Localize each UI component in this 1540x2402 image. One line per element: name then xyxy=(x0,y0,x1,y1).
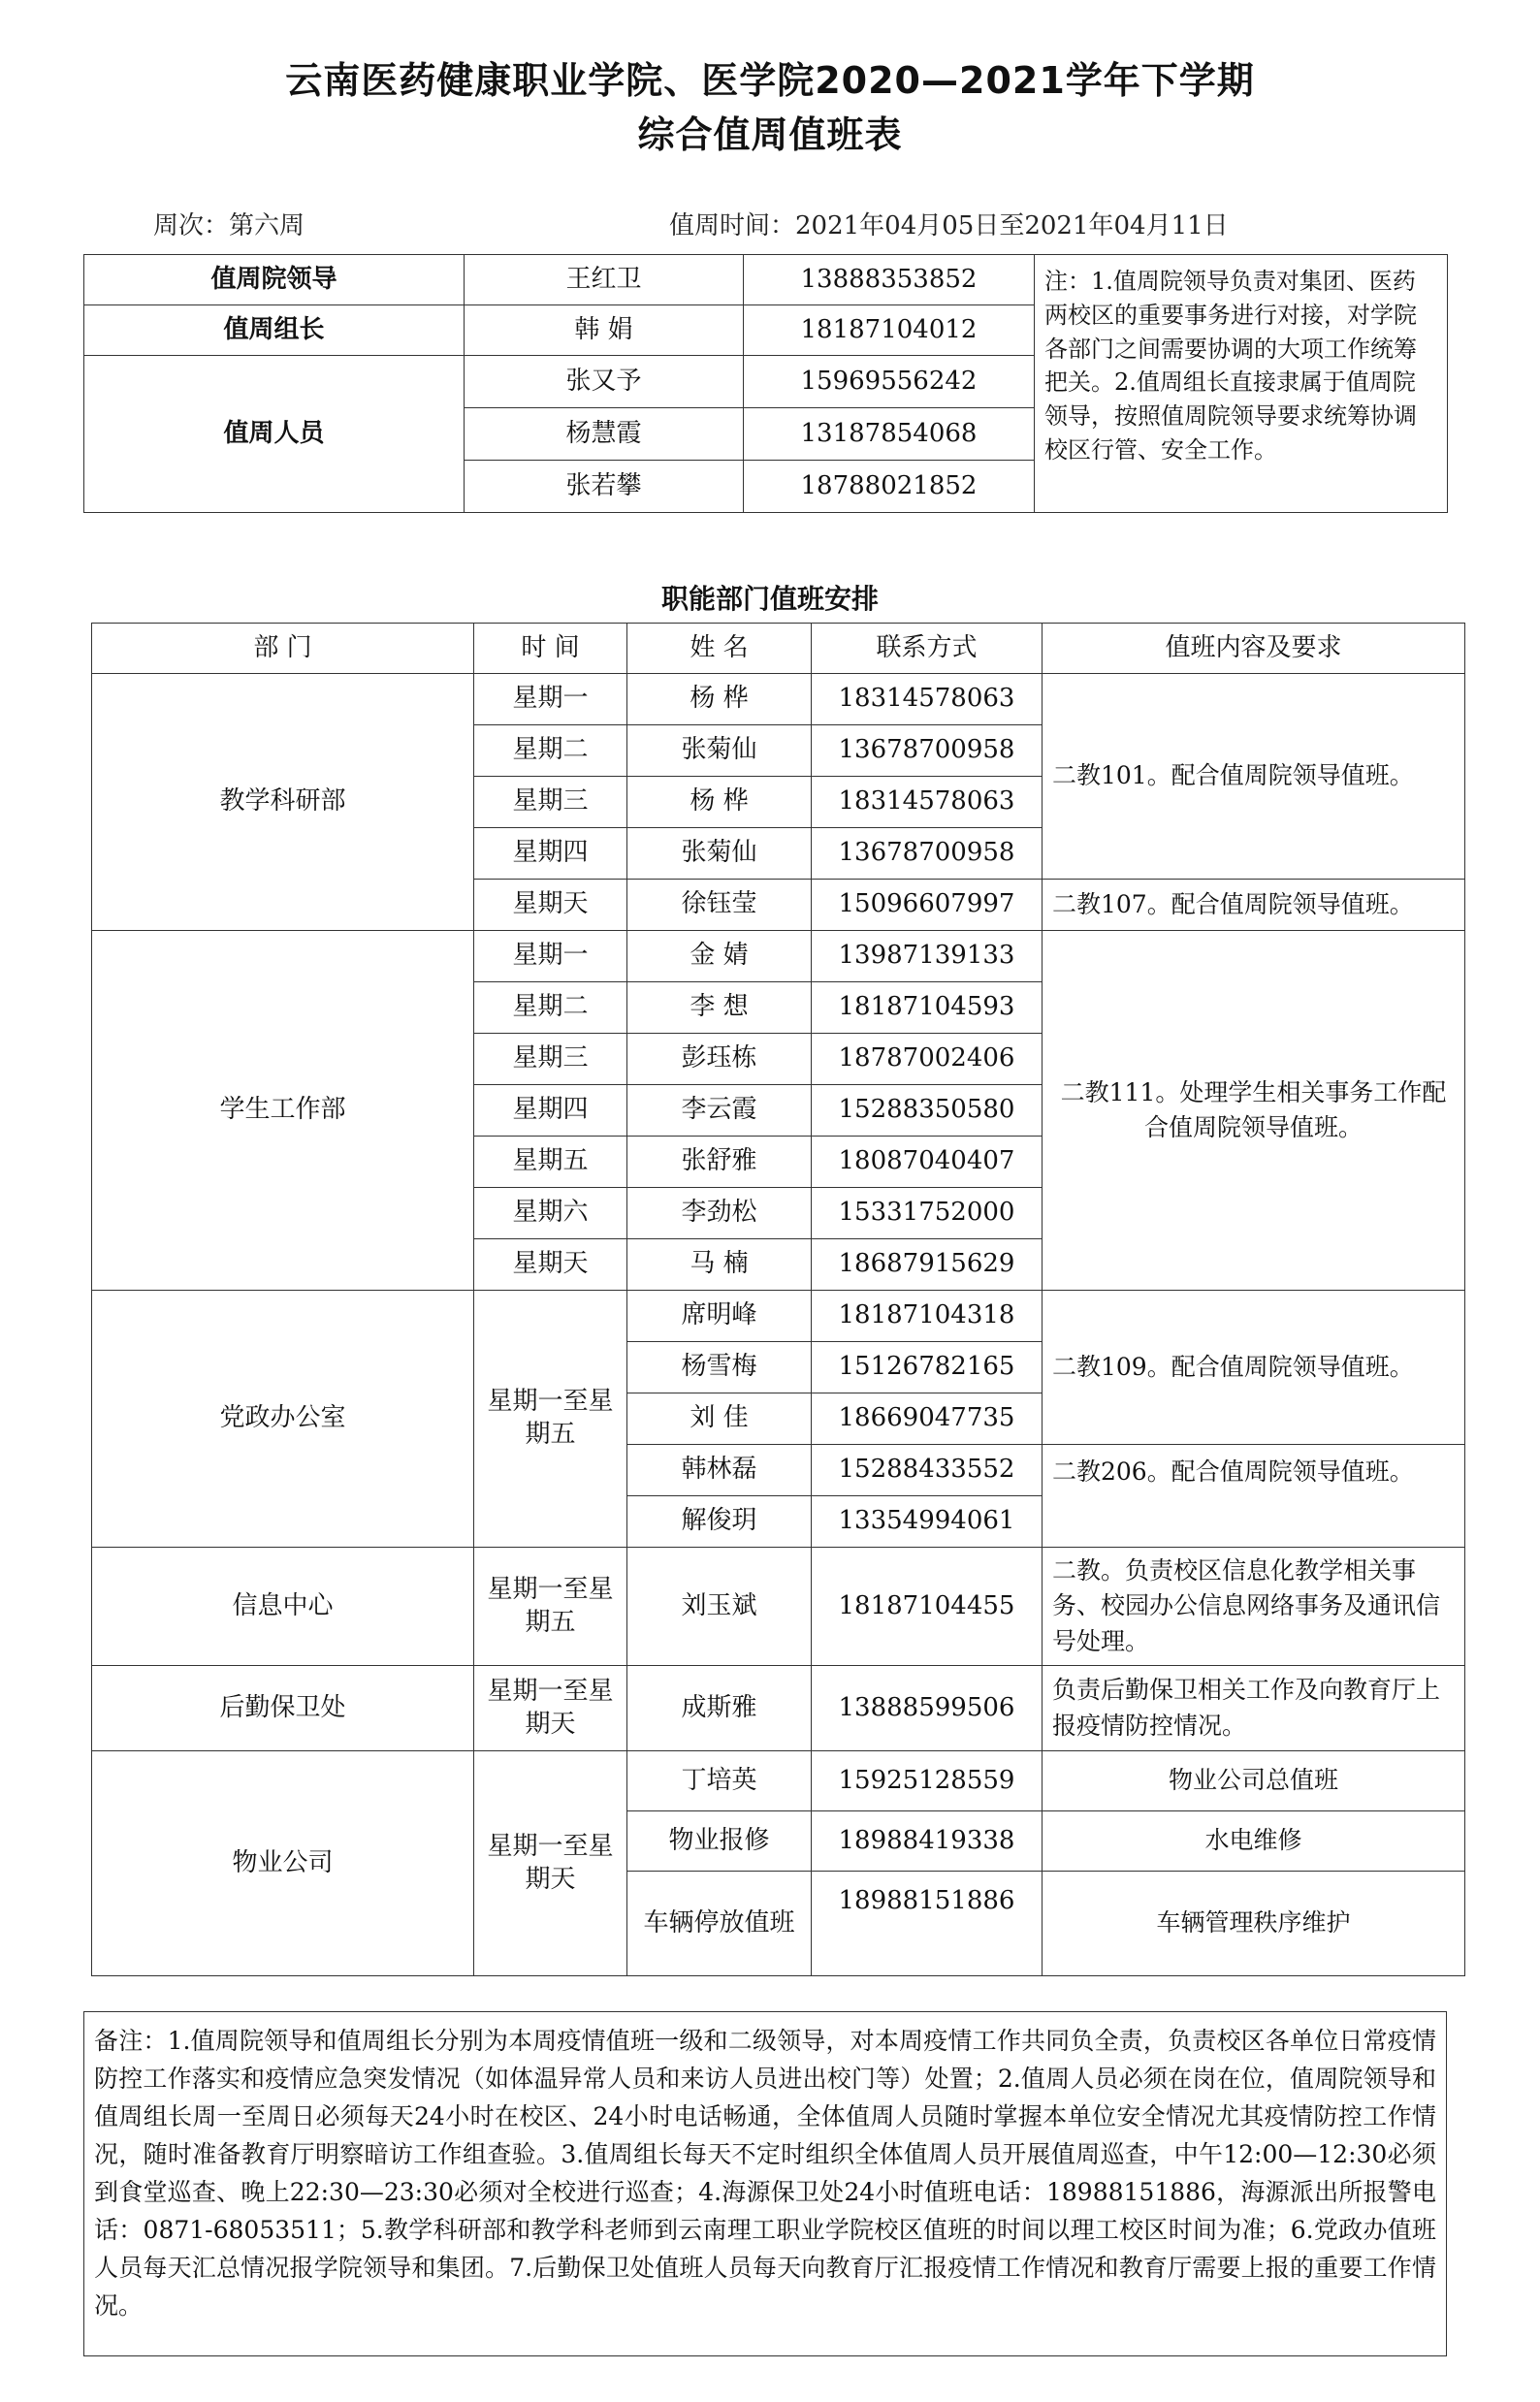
name-cell: 物业报修 xyxy=(627,1811,812,1872)
dept-cell: 后勤保卫处 xyxy=(92,1666,474,1751)
name-cell: 李 想 xyxy=(627,982,812,1034)
name-cell: 车辆停放值班 xyxy=(627,1872,812,1976)
day-cell: 星期三 xyxy=(474,1034,627,1085)
phone-cell: 18187104318 xyxy=(812,1291,1043,1342)
day-cell: 星期三 xyxy=(474,777,627,828)
phone-cell: 18669047735 xyxy=(812,1393,1043,1445)
phone-cell: 15331752000 xyxy=(812,1188,1043,1239)
phone-cell: 18988419338 xyxy=(812,1811,1043,1872)
name-cell: 杨雪梅 xyxy=(627,1342,812,1393)
phone-cell: 13987139133 xyxy=(812,931,1043,982)
name-cell: 马 楠 xyxy=(627,1239,812,1291)
name-cell: 李云霞 xyxy=(627,1085,812,1137)
desc-cell: 二教206。配合值周院领导值班。 xyxy=(1043,1445,1465,1548)
header-contact: 联系方式 xyxy=(812,624,1043,674)
phone-cell: 18314578063 xyxy=(812,777,1043,828)
name-cell: 彭珏栋 xyxy=(627,1034,812,1085)
day-cell: 星期四 xyxy=(474,1085,627,1137)
phone-cell: 13678700958 xyxy=(812,828,1043,880)
phone-cell: 18187104593 xyxy=(812,982,1043,1034)
desc-cell: 车辆管理秩序维护 xyxy=(1043,1872,1465,1976)
header-name: 姓 名 xyxy=(627,624,812,674)
leader-phone: 13888353852 xyxy=(744,255,1035,305)
day-cell: 星期四 xyxy=(474,828,627,880)
name-cell: 张菊仙 xyxy=(627,725,812,777)
phone-cell: 15925128559 xyxy=(812,1751,1043,1811)
name-cell: 张菊仙 xyxy=(627,828,812,880)
name-cell: 丁培英 xyxy=(627,1751,812,1811)
staff-role: 值周人员 xyxy=(84,356,465,513)
document-title-line2: 综合值周值班表 xyxy=(637,113,903,156)
document-title-line1: 云南医药健康职业学院、医学院2020—2021学年下学期 xyxy=(285,59,1255,102)
day-range-cell: 星期一至星期五 xyxy=(474,1291,627,1548)
dept-cell: 物业公司 xyxy=(92,1751,474,1976)
day-range-cell: 星期一至星期五 xyxy=(474,1548,627,1666)
day-cell: 星期二 xyxy=(474,725,627,777)
name-cell: 杨 桦 xyxy=(627,777,812,828)
phone-cell: 13354994061 xyxy=(812,1496,1043,1548)
day-range-cell: 星期一至星期天 xyxy=(474,1666,627,1751)
desc-cell: 二教111。处理学生相关事务工作配合值周院领导值班。 xyxy=(1043,931,1465,1291)
period-label: 值周时间：2021年04月05日至2021年04月11日 xyxy=(669,211,1229,240)
phone-cell: 18314578063 xyxy=(812,674,1043,725)
leaders-note: 注：1.值周院领导负责对集团、医药两校区的重要事务进行对接，对学院各部门之间需要协调的大项工作统筹把关。2.值周组长直接隶属于值周院领导，按照值周院领导要求统筹协调校区行管、安全工作。 xyxy=(1035,255,1448,513)
phone-cell: 15126782165 xyxy=(812,1342,1043,1393)
dept-cell: 学生工作部 xyxy=(92,931,474,1291)
name-cell: 徐钰莹 xyxy=(627,880,812,931)
staff-phone: 15969556242 xyxy=(744,356,1035,408)
staff-phone: 18788021852 xyxy=(744,461,1035,513)
week-label: 周次：第六周 xyxy=(153,211,305,240)
name-cell: 韩林磊 xyxy=(627,1445,812,1496)
day-cell: 星期二 xyxy=(474,982,627,1034)
day-cell: 星期一 xyxy=(474,931,627,982)
staff-phone: 13187854068 xyxy=(744,408,1035,461)
remarks-block: 备注：1.值周院领导和值周组长分别为本周疫情值班一级和二级领导，对本周疫情工作共同负全责，负责校区各单位日常疫情防控工作落实和疫情应急突发情况（如体温异常人员和来访人员进出校门等）处置；2.值周人员必须在岗在位，值周院领导和值周组长周一至周日必须每天24小时在校区、24小时电话畅通，全体值周人员随时掌握本单位安全情况尤其疫情防控工作情况，随时准备教育厅明察暗访工作组查验。3.值周组长每天不定时组织全体值周人员开展值周巡查，中午12:00—12:30必须到食堂巡查、晚上22:30—23:30必须对全校进行巡查；4.海源保卫处24小时值班电话：18988151886，海源派出所报警电话：0871-68053511；5.教学科研部和教学科老师到云南理工职业学院校区值班的时间以理工校区时间为准；6.党政办值班人员每天汇总情况报学院领导和集团。7.后勤保卫处值班人员每天向教育厅汇报疫情工作情况和教育厅需要上报的重要工作情况。 xyxy=(83,2011,1447,2356)
header-dept: 部 门 xyxy=(92,624,474,674)
day-cell: 星期天 xyxy=(474,880,627,931)
desc-cell: 二教101。配合值周院领导值班。 xyxy=(1043,674,1465,880)
group-leader-phone: 18187104012 xyxy=(744,305,1035,356)
group-leader-role: 值周组长 xyxy=(84,305,465,356)
phone-cell: 18687915629 xyxy=(812,1239,1043,1291)
desc-cell: 负责后勤保卫相关工作及向教育厅上报疫情防控情况。 xyxy=(1043,1666,1465,1751)
desc-cell: 二教107。配合值周院领导值班。 xyxy=(1043,880,1465,931)
desc-cell: 二教109。配合值周院领导值班。 xyxy=(1043,1291,1465,1445)
name-cell: 李劲松 xyxy=(627,1188,812,1239)
name-cell: 刘 佳 xyxy=(627,1393,812,1445)
desc-cell: 水电维修 xyxy=(1043,1811,1465,1872)
leader-name: 王红卫 xyxy=(465,255,744,305)
name-cell: 张舒雅 xyxy=(627,1137,812,1188)
day-cell: 星期一 xyxy=(474,674,627,725)
name-cell: 解俊玥 xyxy=(627,1496,812,1548)
phone-cell: 18988151886 xyxy=(812,1872,1043,1976)
phone-cell: 15288433552 xyxy=(812,1445,1043,1496)
dept-cell: 党政办公室 xyxy=(92,1291,474,1548)
name-cell: 杨 桦 xyxy=(627,674,812,725)
name-cell: 刘玉斌 xyxy=(627,1548,812,1666)
day-range-cell: 星期一至星期天 xyxy=(474,1751,627,1976)
phone-cell: 18087040407 xyxy=(812,1137,1043,1188)
day-cell: 星期天 xyxy=(474,1239,627,1291)
section-title: 职能部门值班安排 xyxy=(660,583,879,615)
day-cell: 星期六 xyxy=(474,1188,627,1239)
header-time: 时 间 xyxy=(474,624,627,674)
phone-cell: 13678700958 xyxy=(812,725,1043,777)
name-cell: 金 婧 xyxy=(627,931,812,982)
day-cell: 星期五 xyxy=(474,1137,627,1188)
name-cell: 成斯雅 xyxy=(627,1666,812,1751)
header-requirements: 值班内容及要求 xyxy=(1043,624,1465,674)
dept-cell: 教学科研部 xyxy=(92,674,474,931)
leader-role: 值周院领导 xyxy=(84,255,465,305)
group-leader-name: 韩 娟 xyxy=(465,305,744,356)
phone-cell: 15096607997 xyxy=(812,880,1043,931)
staff-name: 杨慧霞 xyxy=(465,408,744,461)
staff-name: 张又予 xyxy=(465,356,744,408)
leaders-table xyxy=(83,254,1448,513)
name-cell: 席明峰 xyxy=(627,1291,812,1342)
desc-cell: 二教。负责校区信息化教学相关事务、校园办公信息网络事务及通讯信号处理。 xyxy=(1043,1548,1465,1666)
phone-cell: 18187104455 xyxy=(812,1548,1043,1666)
desc-cell: 物业公司总值班 xyxy=(1043,1751,1465,1811)
dept-cell: 信息中心 xyxy=(92,1548,474,1666)
staff-name: 张若攀 xyxy=(465,461,744,513)
duty-table xyxy=(91,623,1465,1976)
phone-cell: 18787002406 xyxy=(812,1034,1043,1085)
phone-cell: 13888599506 xyxy=(812,1666,1043,1751)
phone-cell: 15288350580 xyxy=(812,1085,1043,1137)
